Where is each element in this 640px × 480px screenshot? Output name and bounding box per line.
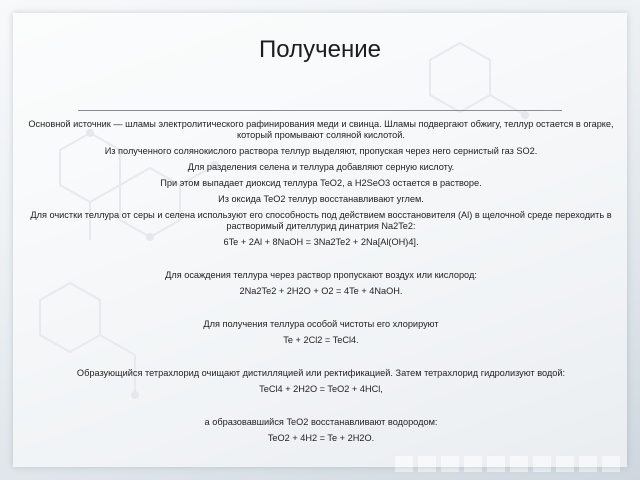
equation: 2Na2Te2 + 2H2O + O2 = 4Te + 4NaOH. (239, 286, 403, 296)
paragraph: Для получения теллура особой чистоты его хлорируют (203, 319, 439, 329)
paragraph: а образовавшийся TeO2 восстанавливают водородом: (204, 417, 438, 427)
title-divider (78, 110, 562, 111)
paragraph: Основной источник — шламы электролитического рафинирования меди и свинца. Шламы подвергают обжигу, теллур остается в огарке, который промывают соляной кислотой. (28, 119, 614, 140)
paragraph: При этом выпадает диоксид теллура TeO2, а H2SeO3 остается в растворе. (160, 178, 482, 188)
paragraph: Образующийся тетрахлорид очищают дистилляцией или ректификацией. Затем тетрахлорид гидролизуют водой: (76, 368, 566, 378)
slide-title: Получение (259, 36, 381, 63)
equation: Te + 2Cl2 = TeCl4. (283, 335, 359, 345)
equation: TeCl4 + 2H2O = TeO2 + 4HCl, (259, 384, 383, 394)
paragraph: Из полученного солянокислого раствора теллур выделяют, пропуская через него сернистый газ SO2. (104, 146, 538, 156)
equation: TeO2 + 4H2 = Te + 2H2O. (267, 433, 375, 443)
paragraph: Для разделения селена и теллура добавляют серную кислоту. (187, 162, 455, 172)
paragraph: Из оксида TeO2 теллур восстанавливают углем. (218, 194, 424, 204)
paragraph: Для очистки теллура от серы и селена используют его способность под действием восстановителя (Al) в щелочной среде переходить в растворимый дителлурид динатрия Na2Te2: (30, 210, 612, 231)
equation: 6Te + 2Al + 8NaOH = 3Na2Te2 + 2Na[Al(OH)4]. (223, 237, 419, 247)
slide-body (18, 119, 624, 449)
paragraph: Для осаждения теллура через раствор пропускают воздух или кислород: (165, 270, 477, 280)
